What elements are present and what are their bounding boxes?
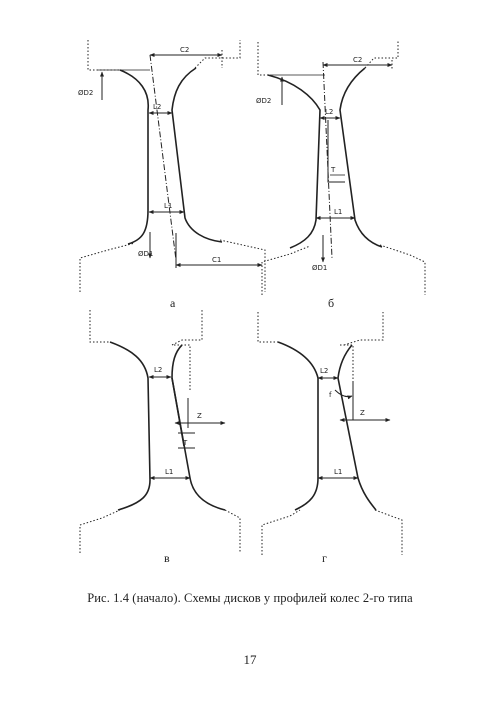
diagram-g-l2-label: L2: [320, 367, 329, 375]
diagram-v-l2-label: L2: [154, 366, 163, 374]
diagram-g-f-label: f: [329, 391, 332, 399]
diagram-a-letter: а: [170, 296, 176, 310]
diagram-a: [80, 40, 265, 292]
diagram-b-d1-label: ØD1: [312, 264, 328, 272]
diagram-g: [258, 312, 402, 555]
diagram-b-d2-label: ØD2: [256, 97, 272, 105]
diagram-a-c1-label: C1: [212, 256, 222, 264]
diagram-v-letter: в: [164, 551, 170, 565]
diagram-v: [80, 310, 240, 553]
diagram-v-z-label: Z: [197, 412, 202, 420]
diagram-a-d1-label: ØD1: [138, 250, 154, 258]
diagram-a-l1-label: L1: [164, 202, 173, 210]
diagram-b: [258, 40, 425, 295]
diagram-b-l1-label: L1: [334, 208, 343, 216]
diagram-v-t-label: T: [183, 439, 188, 447]
diagram-a-l2-label: L2: [153, 103, 162, 111]
diagram-b-t-label: T: [331, 166, 336, 174]
diagram-g-z-label: Z: [360, 409, 365, 417]
diagram-g-l1-label: L1: [334, 468, 343, 476]
figure-caption: Рис. 1.4 (начало). Схемы дисков у профилей колес 2-го типа: [87, 591, 413, 605]
diagram-a-d2-label: ØD2: [78, 89, 94, 97]
page-number: 17: [243, 652, 257, 667]
diagram-v-l1-label: L1: [165, 468, 174, 476]
diagram-g-letter: г: [322, 551, 327, 565]
diagram-b-letter: б: [328, 296, 335, 310]
diagram-a-c2-label: C2: [180, 46, 190, 54]
diagram-b-c2-label: C2: [353, 56, 363, 64]
diagram-b-l2-label: L2: [325, 108, 334, 116]
